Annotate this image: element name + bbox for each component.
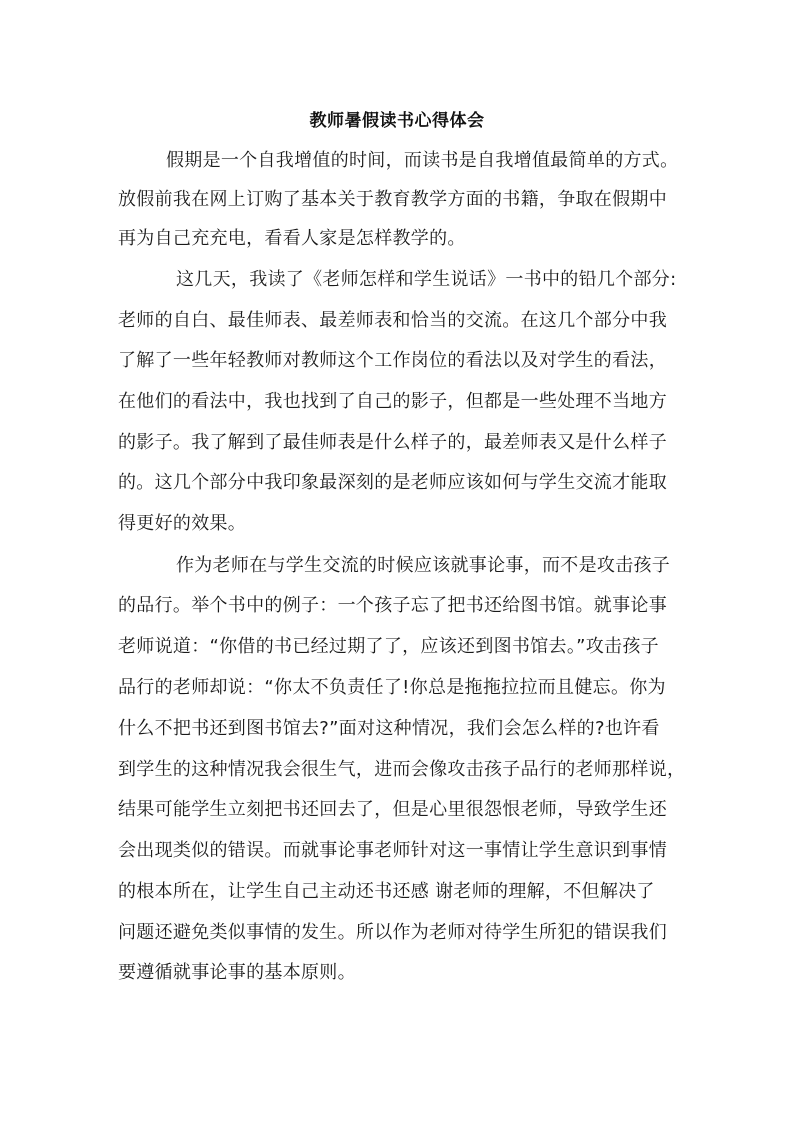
paragraph-line: 的品行。举个书中的例子：一个孩子忘了把书还给图书馆。就事论事 [118, 595, 667, 616]
paragraph-line: 到学生的这种情况我会很生气，进而会像攻击孩子品行的老师那样说， [118, 759, 686, 780]
paragraph-line: 再为自己充充电，看看人家是怎样教学的。 [118, 228, 466, 249]
paragraph-line: 问题还避免类似事情的发生。所以作为老师对待学生所犯的错误我们 [118, 922, 667, 943]
paragraph-line: 得更好的效果。 [118, 513, 247, 534]
paragraph-line: 在他们的看法中，我也找到了自己的影子，但都是一些处理不当地方 [118, 391, 667, 412]
paragraph-line: 作为老师在与学生交流的时候应该就事论事，而不是攻击孩子 [176, 555, 671, 576]
paragraph-line: 要遵循就事论事的基本原则。 [118, 962, 356, 983]
paragraph-line: 品行的老师却说：“你太不负责任了!你总是拖拖拉拉而且健忘。你为 [118, 677, 666, 698]
paragraph-line: 放假前我在网上订购了基本关于教育教学方面的书籍，争取在假期中 [118, 189, 667, 210]
paragraph-line: 老师的自白、最佳师表、最差师表和恰当的交流。在这几个部分中我 [118, 310, 667, 331]
document-title: 教师暑假读书心得体会 [309, 111, 485, 131]
paragraph-line: 老师说道：“你借的书已经过期了了，应该还到图书馆去。”攻击孩子 [118, 636, 659, 657]
paragraph-line: 的影子。我了解到了最佳师表是什么样子的，最差师表又是什么样子 [118, 432, 667, 453]
paragraph-line: 会出现类似的错误。而就事论事老师针对这一事情让学生意识到事情 [118, 840, 667, 861]
paragraph-line: 假期是一个自我增值的时间，而读书是自我增值最简单的方式。 [166, 150, 679, 171]
paragraph-line: 了解了一些年轻教师对教师这个工作岗位的看法以及对学生的看法， [118, 350, 667, 371]
paragraph-line: 的。这几个部分中我印象最深刻的是老师应该如何与学生交流才能取 [118, 472, 667, 493]
paragraph-line: 什么不把书还到图书馆去?”面对这种情况，我们会怎么样的?也许看 [118, 718, 660, 739]
paragraph-line: 的根本所在，让学生自己主动还书还感 谢老师的理解，不但解决了 [118, 881, 655, 902]
paragraph-line: 结果可能学生立刻把书还回去了，但是心里很怨恨老师，导致学生还 [118, 799, 667, 820]
paragraph-line: 这几天，我读了《老师怎样和学生说话》一书中的铅几个部分: [176, 269, 677, 290]
